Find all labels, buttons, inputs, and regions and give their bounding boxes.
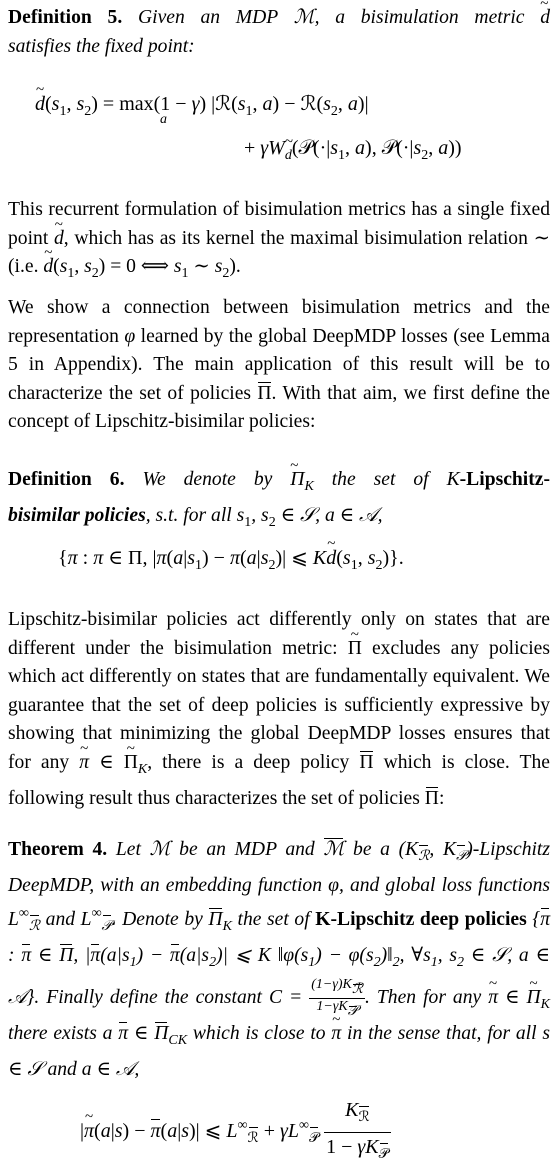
max-subscript: a xyxy=(160,112,167,127)
definition-5-label: Definition 5. xyxy=(8,7,123,28)
definition-5-equation-line-2: + γW~ $_d(𝒫(\cdot|s_1$, a), $𝒫(\cdot|s_2$, a)) xyxy=(244,134,462,170)
definition-6-label: Definition 6. xyxy=(8,469,125,490)
definition-5: Definition 5. Given an MDP ℳ, a bisimulation metric ~ d satisfies the fixed point: xyxy=(8,4,550,61)
theorem-4-label: Theorem 4. xyxy=(8,839,108,860)
paragraph-1: This recurrent formulation of bisimulation metrics has a single fixed point ~ d, which has as its kernel the maximal bisimulation relation ∼ (i.e. ~ $d(s_1$, $s_2) = 0$ ⟺ $s_1$ ∼ $s_2$). xyxy=(8,196,550,289)
theorem-4-equation: |~ π(a|s) − π(a|s)| ⩽ $L^\infty_ℛ + \gamma L^\infty_𝒫$ $\frac{K_ℛ}{1 - \gamma K_𝒫}$ xyxy=(80,1096,391,1169)
paragraph-2: We show a connection between bisimulation metrics and the representation φ learned by the global DeepMDP losses (see Lemma 5 in Appendix). The main application of this result will be to characterize the set of policies Π. With that aim, we first define the concept of Lipschitz-bisimilar policies: xyxy=(8,297,550,433)
definition-5-equation-line-1: ~ $d(s_1$, $s_2) = \max(1 - \gamma)$ $|ℛ(s_1$, $a) - ℛ(s_2$, a)| xyxy=(35,90,369,126)
definition-6: Definition 6. We denote by ~ $\Pi_K$ the set of K-Lipschitz- bisimilar policies, s.t. for all $s_1$, $s_2$ ∈ 𝒮, a ∈ 𝒜, xyxy=(8,466,550,537)
theorem-4: Theorem 4. Let ℳ be an MDP and ℳ be a ($K_ℛ$, $K_𝒫$)-Lipschitz DeepMDP, with an embedding function φ, and global loss functions $L^\infty_ℛ$ and $L^\infty_𝒫$. Denote by $\Pi_K$ the set of K-Lipschitz deep policies {π : π ∈ Π, $|\pi(a|s_1) - \pi(a|s_2)|$ ⩽ K $‖\varphi(s_1)$ − $\varphi(s_2)‖_2$, $\forall s_1$, $s_2$ ∈ 𝒮, a ∈ 𝒜}. Finally define the constant C = $\frac{\text{(1−γ)Kℛ}}{\text{1−γK𝒫}}$ . Then for any ~ π ∈ ~ $\Pi_K$ there exists a π ∈ $\Pi_{CK}$ which is close to ~ π in the sense that, for all s ∈ 𝒮 and a ∈ 𝒜, xyxy=(8,836,550,1085)
definition-6-equation: {π : π ∈ Π, $|\pi(a|s_1) - \pi(a|s_2)|$ ⩽ K~ $d(s_1$, $s_2$)}. xyxy=(58,544,404,580)
paragraph-3: Lipschitz-bisimilar policies act differently only on states that are different under the bisimulation metric: ~ Π excludes any policies which act differently on states that are fundamentally equivalent. We guarantee that the set of deep policies is sufficiently expressive by showing that minimizing the global DeepMDP losses ensures that for any ~ π ∈ ~ $\Pi_K$, there is a deep policy Π which is close. The following result thus characterizes the set of policies Π: xyxy=(8,606,550,813)
